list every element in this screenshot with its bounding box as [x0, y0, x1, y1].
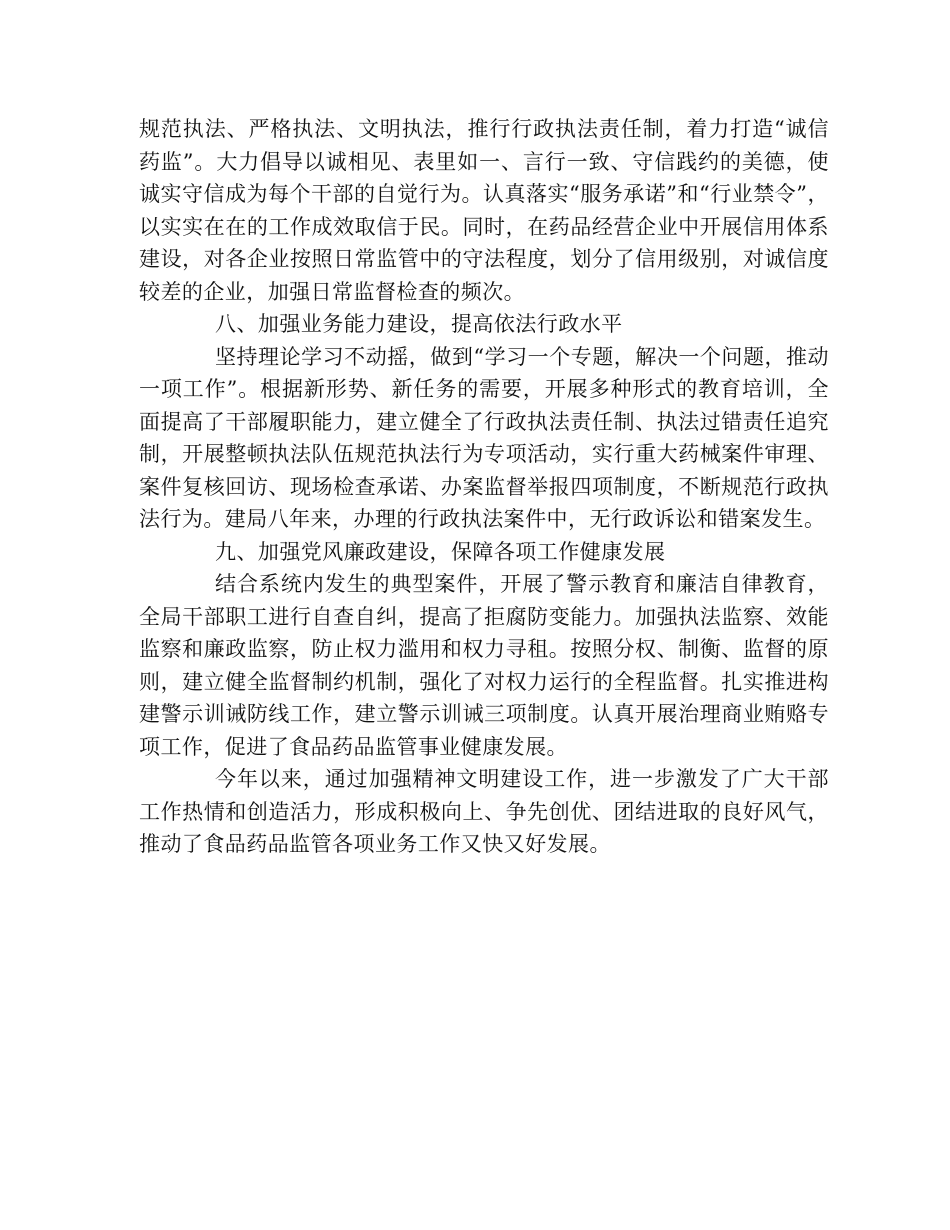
paragraph-integrity: 规范执法、严格执法、文明执法，推行行政执法责任制，着力打造“诚信药监”。大力倡导以诚相见、表里如一、言行一致、守信践约的美德，使诚实守信成为每个干部的自觉行为。认真落实“服务承诺”和“行业禁令”，以实实在在的工作成效取信于民。同时，在药品经营企业中开展信用体系建设，对各企业按照日常监管中的守法程度，划分了信用级别，对诚信度较差的企业，加强日常监督检查的频次。: [139, 117, 829, 304]
section-heading-eight: 八、加强业务能力建设，提高依法行政水平: [215, 312, 623, 336]
paragraph-conclusion: 今年以来，通过加强精神文明建设工作，进一步激发了广大干部工作热情和创造活力，形成积极向上、争先创优、团结进取的良好风气，推动了食品药品监管各项业务工作又快又好发展。: [139, 767, 829, 856]
section-heading-nine: 九、加强党风廉政建设，保障各项工作健康发展: [215, 539, 666, 564]
paragraph-clean-governance: 结合系统内发生的典型案件，开展了警示教育和廉洁自律教育，全局干部职工进行自查自纠，提高了拒腐防变能力。加强执法监察、效能监察和廉政监察，防止权力滥用和权力寻租。按照分权、制衡、监督的原则，建立健全监督制约机制，强化了对权力运行的全程监督。扎实推进构建警示训诫防线工作，建立警示训诫三项制度。认真开展治理商业贿赂专项工作，促进了食品药品监管事业健康发展。: [139, 572, 829, 759]
document-body: [139, 113, 829, 861]
paragraph-business-capacity: 坚持理论学习不动摇，做到“学习一个专题，解决一个问题，推动一项工作”。根据新形势、新任务的需要，开展多种形式的教育培训，全面提高了干部履职能力，建立健全了行政执法责任制、执法过错责任追究制，开展整顿执法队伍规范执法行为专项活动，实行重大药械案件审理、案件复核回访、现场检查承诺、办案监督举报四项制度，不断规范行政执法行为。建局八年来，办理的行政执法案件中，无行政诉讼和错案发生。: [139, 344, 829, 531]
